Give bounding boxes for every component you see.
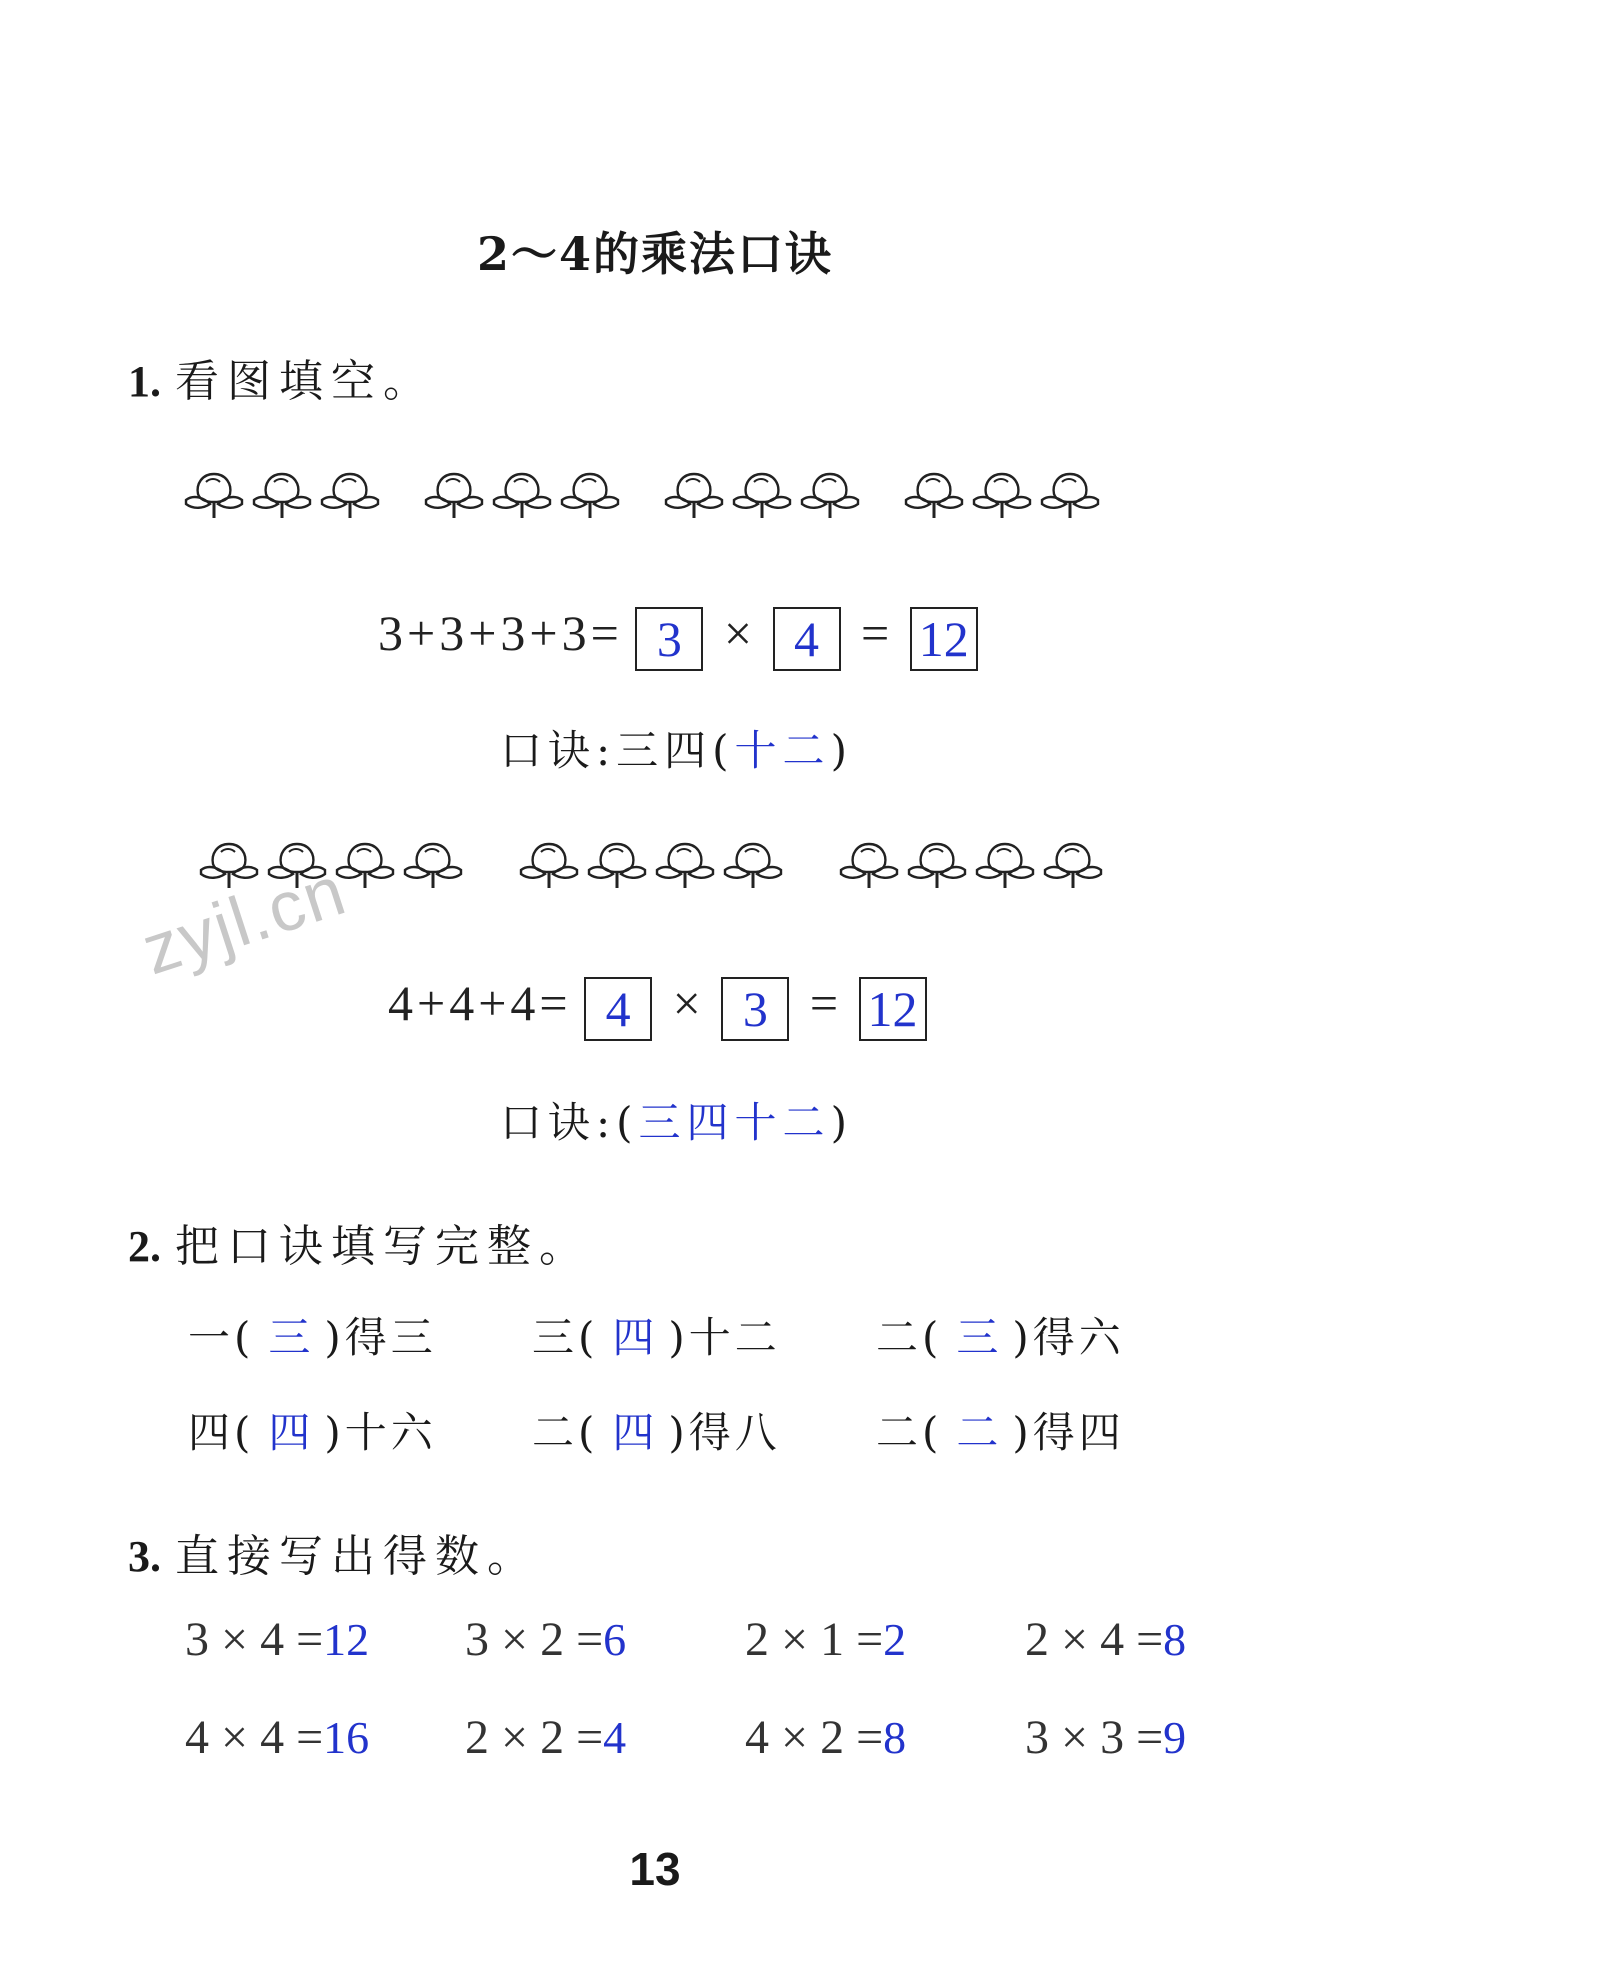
koujue-a-label: 口诀:三四(: [500, 726, 735, 775]
question-3-prompt: 直接写出得数。: [175, 1531, 539, 1582]
calc-expr: 4 × 4 =: [185, 1711, 324, 1764]
plus-sign: +: [478, 975, 507, 1031]
fill-prefix: 二(: [876, 1313, 943, 1362]
times-sign: ×: [723, 605, 753, 661]
peach-icon: [903, 838, 971, 894]
calc-item: [745, 1710, 906, 1765]
koujue-fill-item: [532, 1400, 781, 1460]
peach-icon: [420, 468, 488, 524]
calc-item: [185, 1612, 369, 1667]
peach-icon: [660, 468, 728, 524]
answer-box-b3[interactable]: 12: [859, 977, 927, 1041]
question-1-prompt: 看图填空。: [175, 356, 435, 407]
calc-expr: 3 × 4 =: [185, 1613, 324, 1666]
calc-answer[interactable]: 4: [603, 1712, 627, 1763]
koujue-b: [500, 1090, 853, 1150]
question-1-heading: [128, 345, 435, 409]
equals-sign: =: [590, 605, 619, 661]
equals-sign-b: =: [809, 975, 839, 1031]
calc-answer[interactable]: 12: [323, 1614, 370, 1665]
page-title: 2～4的乘法口诀: [476, 227, 833, 281]
koujue-b-label: 口诀:(: [500, 1098, 639, 1147]
peach-icon: [180, 468, 248, 524]
peach-icon: [1036, 468, 1104, 524]
peach-icon: [900, 468, 968, 524]
fill-answer[interactable]: 二: [956, 1408, 999, 1457]
peach-icon: [796, 468, 864, 524]
plus-sign: +: [417, 975, 446, 1031]
calc-item: [745, 1612, 906, 1667]
peach-icon: [515, 838, 583, 894]
fill-answer[interactable]: 四: [268, 1408, 311, 1457]
fill-prefix: 一(: [188, 1313, 255, 1362]
peach-icon: [971, 838, 1039, 894]
fill-suffix: )得八: [668, 1408, 781, 1457]
peach-icon: [248, 468, 316, 524]
answer-box-b1[interactable]: 4: [584, 977, 652, 1041]
equals-sign: =: [861, 605, 890, 661]
calc-expr: 2 × 1 =: [745, 1613, 884, 1666]
calc-item: [465, 1612, 626, 1667]
expr-number: 3: [500, 605, 526, 661]
fill-suffix: )得三: [324, 1313, 437, 1362]
calc-answer[interactable]: 8: [1163, 1614, 1187, 1665]
fill-prefix: 四(: [188, 1408, 255, 1457]
calc-answer[interactable]: 16: [323, 1712, 370, 1763]
koujue-fill-item: [532, 1305, 781, 1365]
answer-box-a3[interactable]: 12: [910, 607, 978, 671]
fruit-row-a: [180, 468, 1104, 524]
fill-suffix: )十二: [668, 1313, 781, 1362]
expr-b: [388, 975, 572, 1031]
fill-prefix: 二(: [876, 1408, 943, 1457]
koujue-a-close: ): [830, 726, 853, 775]
fill-prefix: 三(: [532, 1313, 599, 1362]
peach-icon: [1039, 838, 1107, 894]
koujue-fill-item: [188, 1400, 437, 1460]
fill-prefix: 二(: [532, 1408, 599, 1457]
peach-icon: [968, 468, 1036, 524]
peach-icon: [835, 838, 903, 894]
expr-number: 4: [510, 975, 536, 1031]
fruit-group: [420, 468, 624, 524]
calc-item: [1025, 1710, 1186, 1765]
fruit-group: [515, 838, 787, 894]
fill-answer[interactable]: 三: [956, 1313, 999, 1362]
expr-number: 3: [378, 605, 403, 661]
peach-icon: [651, 838, 719, 894]
fill-answer[interactable]: 四: [612, 1408, 655, 1457]
peach-icon: [399, 838, 467, 894]
times-sign-b: ×: [672, 975, 701, 1031]
calc-expr: 3 × 2 =: [465, 1613, 604, 1666]
koujue-a-answer[interactable]: 十二: [734, 726, 831, 775]
expr-a: [378, 605, 623, 661]
question-1-number: 1.: [128, 357, 161, 406]
fill-suffix: )十六: [324, 1408, 437, 1457]
koujue-a: [500, 718, 853, 778]
calc-answer[interactable]: 9: [1163, 1712, 1187, 1763]
question-3-heading: [128, 1520, 539, 1584]
equals-sign: =: [539, 975, 568, 1031]
koujue-b-answer[interactable]: 三四十二: [638, 1098, 831, 1147]
fruit-group: [660, 468, 864, 524]
peach-icon: [316, 468, 384, 524]
fill-answer[interactable]: 三: [268, 1313, 311, 1362]
calc-item: [465, 1710, 626, 1765]
question-2-prompt: 把口诀填写完整。: [175, 1221, 591, 1272]
peach-icon: [719, 838, 787, 894]
calc-expr: 2 × 4 =: [1025, 1613, 1164, 1666]
koujue-fill-item: [876, 1305, 1125, 1365]
peach-icon: [556, 468, 624, 524]
calc-item: [185, 1710, 369, 1765]
peach-icon: [583, 838, 651, 894]
peach-icon: [728, 468, 796, 524]
koujue-fill-item: [188, 1305, 437, 1365]
answer-box-b2[interactable]: 3: [721, 977, 789, 1041]
expr-number: 3: [561, 605, 587, 661]
page-number: 13: [629, 1843, 681, 1895]
question-2-heading: [128, 1210, 591, 1274]
calc-answer[interactable]: 6: [603, 1614, 627, 1665]
calc-expr: 3 × 3 =: [1025, 1711, 1164, 1764]
plus-sign: +: [468, 605, 497, 661]
peach-icon: [488, 468, 556, 524]
calc-answer[interactable]: 2: [883, 1614, 907, 1665]
question-2-number: 2.: [128, 1222, 161, 1271]
calc-answer[interactable]: 8: [883, 1712, 907, 1763]
expr-number: 4: [449, 975, 475, 1031]
calc-expr: 4 × 2 =: [745, 1711, 884, 1764]
answer-box-a1[interactable]: 3: [635, 607, 703, 671]
answer-box-a2[interactable]: 4: [773, 607, 841, 671]
watermark: zyjl.cn: [133, 850, 356, 990]
koujue-b-close: ): [830, 1098, 853, 1147]
calc-expr: 2 × 2 =: [465, 1711, 604, 1764]
plus-sign: +: [407, 605, 436, 661]
koujue-fill-item: [876, 1400, 1125, 1460]
fill-answer[interactable]: 四: [612, 1313, 655, 1362]
fruit-group: [900, 468, 1104, 524]
expr-number: 3: [439, 605, 465, 661]
fill-suffix: )得四: [1012, 1408, 1125, 1457]
fruit-group: [835, 838, 1107, 894]
fruit-group: [180, 468, 384, 524]
equation-a: [378, 604, 978, 671]
fill-suffix: )得六: [1012, 1313, 1125, 1362]
plus-sign: +: [529, 605, 558, 661]
expr-number: 4: [388, 975, 413, 1031]
question-3-number: 3.: [128, 1532, 161, 1581]
equation-b: [388, 974, 927, 1041]
calc-item: [1025, 1612, 1186, 1667]
